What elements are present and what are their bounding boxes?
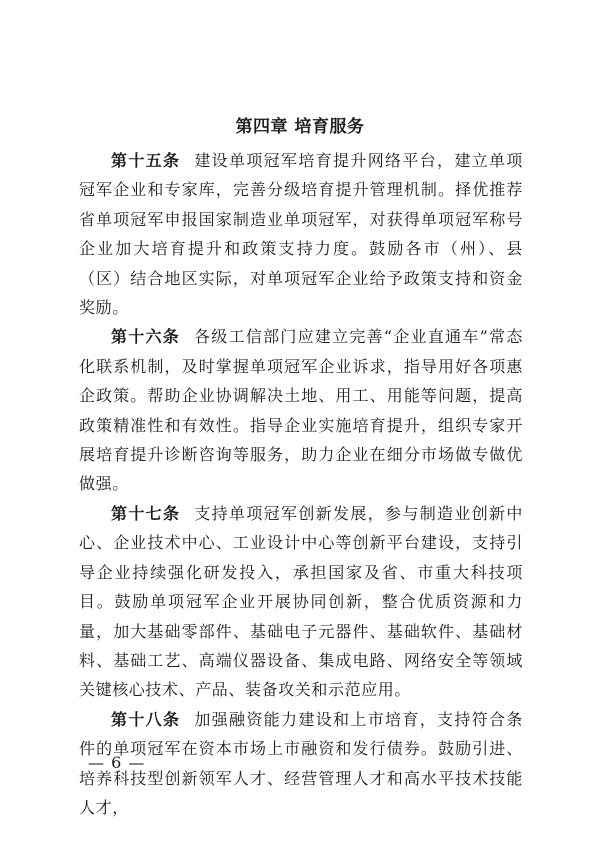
article-heading: 第十六条 xyxy=(111,327,181,347)
article-heading: 第十五条 xyxy=(111,151,181,170)
article-heading: 第十七条 xyxy=(111,503,181,523)
article-heading: 第十八条 xyxy=(111,709,181,729)
article-text: 支持单项冠军创新发展，参与制造业创新中心、企业技术中心、工业设计中心等创新平台建设，支持引导企业持续强化研发投入，承担国家及省、市重大科技项目。鼓励单项冠军企业开展协同创新，整合优质资源和力量，加大基础零部件、基础电子元器件、基础软件、基础材料、基础工艺、高端仪器设备、集成电路、网络安全等领域关键核心技术、产品、装备攻关和示范应用。 xyxy=(79,503,523,700)
article-16 xyxy=(79,322,523,498)
article-text: 各级工信部门应建立完善“企业直通车”常态化联系机制，及时掌握单项冠军企业诉求，指导用好各项惠企政策。帮助企业协调解决土地、用工、用能等问题，提高政策精准性和有效性。指导企业实施培育提升，组织专家开展培育提升诊断咨询等服务，助力企业在细分市场做专做优做强。 xyxy=(79,327,523,494)
document-body xyxy=(79,146,523,822)
article-17 xyxy=(79,499,523,705)
article-text: 建设单项冠军培育提升网络平台，建立单项冠军企业和专家库，完善分级培育提升管理机制。择优推荐省单项冠军申报国家制造业单项冠军，对获得单项冠军称号企业加大培育提升和政策支持力度。鼓励各市（州）、县（区）结合地区实际，对单项冠军企业给予政策支持和资金奖励。 xyxy=(79,151,523,318)
article-text: 加强融资能力建设和上市培育，支持符合条件的单项冠军在资本市场上市融资和发行债券。鼓励引进、培养科技型创新领军人才、经营管理人才和高水平技术技能人才， xyxy=(79,709,523,817)
article-15 xyxy=(79,146,523,322)
chapter-title: 第四章 培育服务 xyxy=(235,117,365,137)
page-number: — 6 — xyxy=(88,753,146,772)
article-18 xyxy=(79,705,523,823)
